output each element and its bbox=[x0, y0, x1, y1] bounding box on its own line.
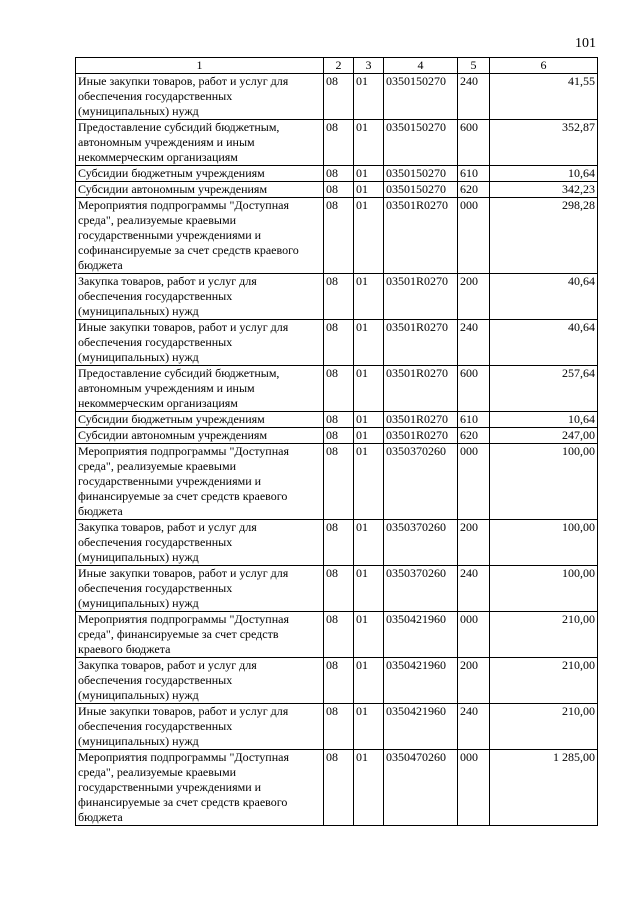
subsection-code-cell: 01 bbox=[354, 274, 384, 320]
target-article-cell: 0350150270 bbox=[384, 120, 458, 166]
section-code-cell: 08 bbox=[324, 274, 354, 320]
expense-type-cell: 000 bbox=[458, 444, 490, 520]
expense-type-cell: 600 bbox=[458, 366, 490, 412]
target-article-cell: 03501R0270 bbox=[384, 428, 458, 444]
expense-type-cell: 620 bbox=[458, 182, 490, 198]
subsection-code-cell: 01 bbox=[354, 166, 384, 182]
expense-type-cell: 600 bbox=[458, 120, 490, 166]
section-code-cell: 08 bbox=[324, 166, 354, 182]
subsection-code-cell: 01 bbox=[354, 198, 384, 274]
row-name-cell: Мероприятия подпрограммы "Доступная среда", реализуемые краевыми государственными учреждениями и софинансируемые за счет средств краевого бюджета bbox=[76, 198, 324, 274]
amount-cell: 342,23 bbox=[490, 182, 598, 198]
amount-cell: 352,87 bbox=[490, 120, 598, 166]
row-name-cell: Мероприятия подпрограммы "Доступная среда", финансируемые за счет средств краевого бюджета bbox=[76, 612, 324, 658]
target-article-cell: 0350421960 bbox=[384, 612, 458, 658]
subsection-code-cell: 01 bbox=[354, 658, 384, 704]
section-code-cell: 08 bbox=[324, 182, 354, 198]
table-row bbox=[76, 120, 598, 166]
row-name-cell: Иные закупки товаров, работ и услуг для обеспечения государственных (муниципальных) нужд bbox=[76, 704, 324, 750]
amount-cell: 10,64 bbox=[490, 412, 598, 428]
row-name-cell: Субсидии автономным учреждениям bbox=[76, 428, 324, 444]
amount-cell: 40,64 bbox=[490, 320, 598, 366]
section-code-cell: 08 bbox=[324, 750, 354, 826]
header-row bbox=[76, 58, 598, 74]
table-row bbox=[76, 182, 598, 198]
section-code-cell: 08 bbox=[324, 566, 354, 612]
budget-table bbox=[75, 57, 598, 826]
amount-cell: 257,64 bbox=[490, 366, 598, 412]
target-article-cell: 0350421960 bbox=[384, 704, 458, 750]
row-name-cell: Предоставление субсидий бюджетным, автономным учреждениям и иным некоммерческим организациям bbox=[76, 120, 324, 166]
target-article-cell: 03501R0270 bbox=[384, 198, 458, 274]
row-name-cell: Субсидии бюджетным учреждениям bbox=[76, 166, 324, 182]
target-article-cell: 0350421960 bbox=[384, 658, 458, 704]
row-name-cell: Закупка товаров, работ и услуг для обеспечения государственных (муниципальных) нужд bbox=[76, 520, 324, 566]
amount-cell: 210,00 bbox=[490, 658, 598, 704]
amount-cell: 41,55 bbox=[490, 74, 598, 120]
row-name-cell: Предоставление субсидий бюджетным, автономным учреждениям и иным некоммерческим организациям bbox=[76, 366, 324, 412]
amount-cell: 10,64 bbox=[490, 166, 598, 182]
expense-type-cell: 200 bbox=[458, 658, 490, 704]
subsection-code-cell: 01 bbox=[354, 182, 384, 198]
table-row bbox=[76, 320, 598, 366]
expense-type-cell: 610 bbox=[458, 412, 490, 428]
section-code-cell: 08 bbox=[324, 658, 354, 704]
target-article-cell: 03501R0270 bbox=[384, 412, 458, 428]
section-code-cell: 08 bbox=[324, 74, 354, 120]
subsection-code-cell: 01 bbox=[354, 120, 384, 166]
header-cell: 6 bbox=[490, 58, 598, 74]
expense-type-cell: 240 bbox=[458, 320, 490, 366]
expense-type-cell: 620 bbox=[458, 428, 490, 444]
table-row bbox=[76, 166, 598, 182]
section-code-cell: 08 bbox=[324, 120, 354, 166]
amount-cell: 100,00 bbox=[490, 566, 598, 612]
expense-type-cell: 200 bbox=[458, 520, 490, 566]
table-row bbox=[76, 428, 598, 444]
subsection-code-cell: 01 bbox=[354, 750, 384, 826]
row-name-cell: Субсидии бюджетным учреждениям bbox=[76, 412, 324, 428]
table-row bbox=[76, 750, 598, 826]
table-row bbox=[76, 366, 598, 412]
row-name-cell: Закупка товаров, работ и услуг для обеспечения государственных (муниципальных) нужд bbox=[76, 274, 324, 320]
section-code-cell: 08 bbox=[324, 428, 354, 444]
table-row bbox=[76, 520, 598, 566]
row-name-cell: Мероприятия подпрограммы "Доступная среда", реализуемые краевыми государственными учреждениями и финансируемые за счет средств краевого бюджета bbox=[76, 444, 324, 520]
subsection-code-cell: 01 bbox=[354, 366, 384, 412]
target-article-cell: 0350470260 bbox=[384, 750, 458, 826]
table-row bbox=[76, 444, 598, 520]
section-code-cell: 08 bbox=[324, 366, 354, 412]
table-row bbox=[76, 412, 598, 428]
amount-cell: 100,00 bbox=[490, 520, 598, 566]
section-code-cell: 08 bbox=[324, 704, 354, 750]
section-code-cell: 08 bbox=[324, 444, 354, 520]
expense-type-cell: 000 bbox=[458, 612, 490, 658]
table-row bbox=[76, 74, 598, 120]
subsection-code-cell: 01 bbox=[354, 444, 384, 520]
table-row bbox=[76, 566, 598, 612]
subsection-code-cell: 01 bbox=[354, 320, 384, 366]
header-cell: 2 bbox=[324, 58, 354, 74]
amount-cell: 247,00 bbox=[490, 428, 598, 444]
expense-type-cell: 000 bbox=[458, 750, 490, 826]
header-cell: 1 bbox=[76, 58, 324, 74]
target-article-cell: 0350150270 bbox=[384, 74, 458, 120]
target-article-cell: 03501R0270 bbox=[384, 320, 458, 366]
subsection-code-cell: 01 bbox=[354, 566, 384, 612]
expense-type-cell: 240 bbox=[458, 704, 490, 750]
amount-cell: 298,28 bbox=[490, 198, 598, 274]
header-cell: 3 bbox=[354, 58, 384, 74]
expense-type-cell: 200 bbox=[458, 274, 490, 320]
subsection-code-cell: 01 bbox=[354, 520, 384, 566]
target-article-cell: 0350150270 bbox=[384, 166, 458, 182]
amount-cell: 210,00 bbox=[490, 704, 598, 750]
row-name-cell: Субсидии автономным учреждениям bbox=[76, 182, 324, 198]
row-name-cell: Иные закупки товаров, работ и услуг для обеспечения государственных (муниципальных) нужд bbox=[76, 320, 324, 366]
table-body bbox=[76, 74, 598, 826]
table-row bbox=[76, 274, 598, 320]
table-row bbox=[76, 658, 598, 704]
table-row bbox=[76, 612, 598, 658]
amount-cell: 210,00 bbox=[490, 612, 598, 658]
target-article-cell: 0350370260 bbox=[384, 566, 458, 612]
section-code-cell: 08 bbox=[324, 198, 354, 274]
subsection-code-cell: 01 bbox=[354, 74, 384, 120]
amount-cell: 40,64 bbox=[490, 274, 598, 320]
header-cell: 5 bbox=[458, 58, 490, 74]
expense-type-cell: 000 bbox=[458, 198, 490, 274]
row-name-cell: Иные закупки товаров, работ и услуг для обеспечения государственных (муниципальных) нужд bbox=[76, 74, 324, 120]
amount-cell: 1 285,00 bbox=[490, 750, 598, 826]
expense-type-cell: 240 bbox=[458, 74, 490, 120]
row-name-cell: Мероприятия подпрограммы "Доступная среда", реализуемые краевыми государственными учреждениями и финансируемые за счет средств краевого бюджета bbox=[76, 750, 324, 826]
page-number: 101 bbox=[575, 36, 596, 51]
subsection-code-cell: 01 bbox=[354, 412, 384, 428]
target-article-cell: 0350150270 bbox=[384, 182, 458, 198]
subsection-code-cell: 01 bbox=[354, 704, 384, 750]
expense-type-cell: 240 bbox=[458, 566, 490, 612]
header-cell: 4 bbox=[384, 58, 458, 74]
row-name-cell: Иные закупки товаров, работ и услуг для обеспечения государственных (муниципальных) нужд bbox=[76, 566, 324, 612]
amount-cell: 100,00 bbox=[490, 444, 598, 520]
section-code-cell: 08 bbox=[324, 412, 354, 428]
row-name-cell: Закупка товаров, работ и услуг для обеспечения государственных (муниципальных) нужд bbox=[76, 658, 324, 704]
section-code-cell: 08 bbox=[324, 612, 354, 658]
target-article-cell: 0350370260 bbox=[384, 520, 458, 566]
target-article-cell: 03501R0270 bbox=[384, 366, 458, 412]
target-article-cell: 0350370260 bbox=[384, 444, 458, 520]
table-row bbox=[76, 198, 598, 274]
table-row bbox=[76, 704, 598, 750]
section-code-cell: 08 bbox=[324, 320, 354, 366]
expense-type-cell: 610 bbox=[458, 166, 490, 182]
section-code-cell: 08 bbox=[324, 520, 354, 566]
target-article-cell: 03501R0270 bbox=[384, 274, 458, 320]
subsection-code-cell: 01 bbox=[354, 612, 384, 658]
subsection-code-cell: 01 bbox=[354, 428, 384, 444]
